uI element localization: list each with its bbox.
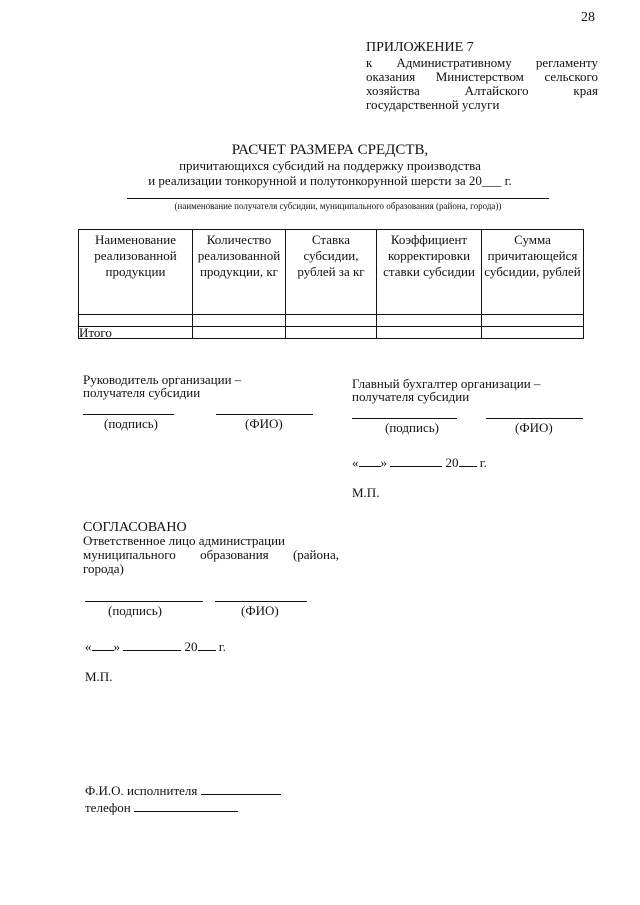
executor-name-label: Ф.И.О. исполнителя <box>85 783 198 798</box>
day-blank[interactable] <box>92 639 114 651</box>
table-cell[interactable] <box>193 315 286 327</box>
subsidy-table <box>78 229 584 339</box>
executor-phone-blank[interactable] <box>134 800 238 812</box>
appendix-line: государственной услуги <box>366 97 500 112</box>
column-header: Ставка субсидии, рублей за кг <box>286 230 377 315</box>
appendix-title: ПРИЛОЖЕНИЕ 7 <box>366 40 474 55</box>
approval-name-label: (ФИО) <box>241 603 279 618</box>
table-cell[interactable] <box>377 327 482 339</box>
accountant-sign-label: (подпись) <box>385 420 439 435</box>
column-header: Количество реализованной продукции, кг <box>193 230 286 315</box>
accountant-title-line-2: получателя субсидии <box>352 389 470 404</box>
year-blank[interactable] <box>198 639 216 651</box>
appendix-line: к Административному регламенту <box>366 55 598 70</box>
accountant-name-line[interactable] <box>486 418 583 419</box>
table-header-row <box>79 230 584 315</box>
executor-phone-row <box>85 800 238 815</box>
head-signature-line[interactable] <box>83 414 174 415</box>
approval-line: муниципального образования (района, <box>83 547 339 562</box>
heading-title: РАСЧЕТ РАЗМЕРА СРЕДСТВ, <box>231 142 429 158</box>
head-title-line-2: получателя субсидии <box>83 385 201 400</box>
table-cell[interactable] <box>193 327 286 339</box>
year-blank[interactable] <box>459 455 477 467</box>
recipient-caption: (наименование получателя субсидии, муниципального образования (района, города)) <box>174 201 502 211</box>
appendix-line: хозяйства Алтайского края <box>366 83 598 98</box>
page-number: 28 <box>581 10 595 25</box>
approval-line: города) <box>83 561 124 576</box>
table-total-row <box>79 327 584 339</box>
accountant-title-line-1: Главный бухгалтер организации – <box>352 376 541 391</box>
executor-name-blank[interactable] <box>201 783 281 795</box>
column-header: Коэффициент корректировки ставки субсидии <box>377 230 482 315</box>
appendix-block <box>366 40 598 112</box>
document-heading <box>100 142 560 188</box>
approval-sign-label: (подпись) <box>108 603 162 618</box>
column-header: Наименование реализованной продукции <box>79 230 193 315</box>
accountant-signature-line[interactable] <box>352 418 457 419</box>
table-cell[interactable] <box>482 315 584 327</box>
head-title-line-1: Руководитель организации – <box>83 372 242 387</box>
executor-phone-label: телефон <box>85 800 131 815</box>
accountant-name-label: (ФИО) <box>515 420 553 435</box>
approval-text <box>83 534 339 576</box>
recipient-line <box>127 198 549 199</box>
approval-date: « » 20 г. <box>85 639 226 654</box>
column-header: Сумма причитающейся субсидии, рублей <box>482 230 584 315</box>
approval-signature-line[interactable] <box>85 601 203 602</box>
table-cell[interactable] <box>377 315 482 327</box>
table-cell[interactable] <box>286 327 377 339</box>
table-row <box>79 315 584 327</box>
approval-name-line[interactable] <box>215 601 307 602</box>
total-label: Итого <box>79 327 193 339</box>
executor-name-row <box>85 783 281 798</box>
approval-title: СОГЛАСОВАНО <box>83 520 187 535</box>
appendix-line: оказания Министерством сельского <box>366 69 598 84</box>
accountant-date: « » 20 г. <box>352 455 487 470</box>
head-sign-label: (подпись) <box>104 416 158 431</box>
head-name-line[interactable] <box>216 414 313 415</box>
approval-stamp: М.П. <box>85 669 113 684</box>
approval-line: Ответственное лицо администрации <box>83 533 286 548</box>
month-blank[interactable] <box>123 639 181 651</box>
accountant-stamp: М.П. <box>352 485 380 500</box>
table-cell[interactable] <box>286 315 377 327</box>
heading-line-1: причитающихся субсидий на поддержку производства <box>179 158 481 173</box>
head-name-label: (ФИО) <box>245 416 283 431</box>
table-cell[interactable] <box>482 327 584 339</box>
heading-line-2: и реализации тонкорунной и полутонкорунной шерсти за 20___ г. <box>148 173 512 188</box>
month-blank[interactable] <box>390 455 442 467</box>
day-blank[interactable] <box>359 455 381 467</box>
